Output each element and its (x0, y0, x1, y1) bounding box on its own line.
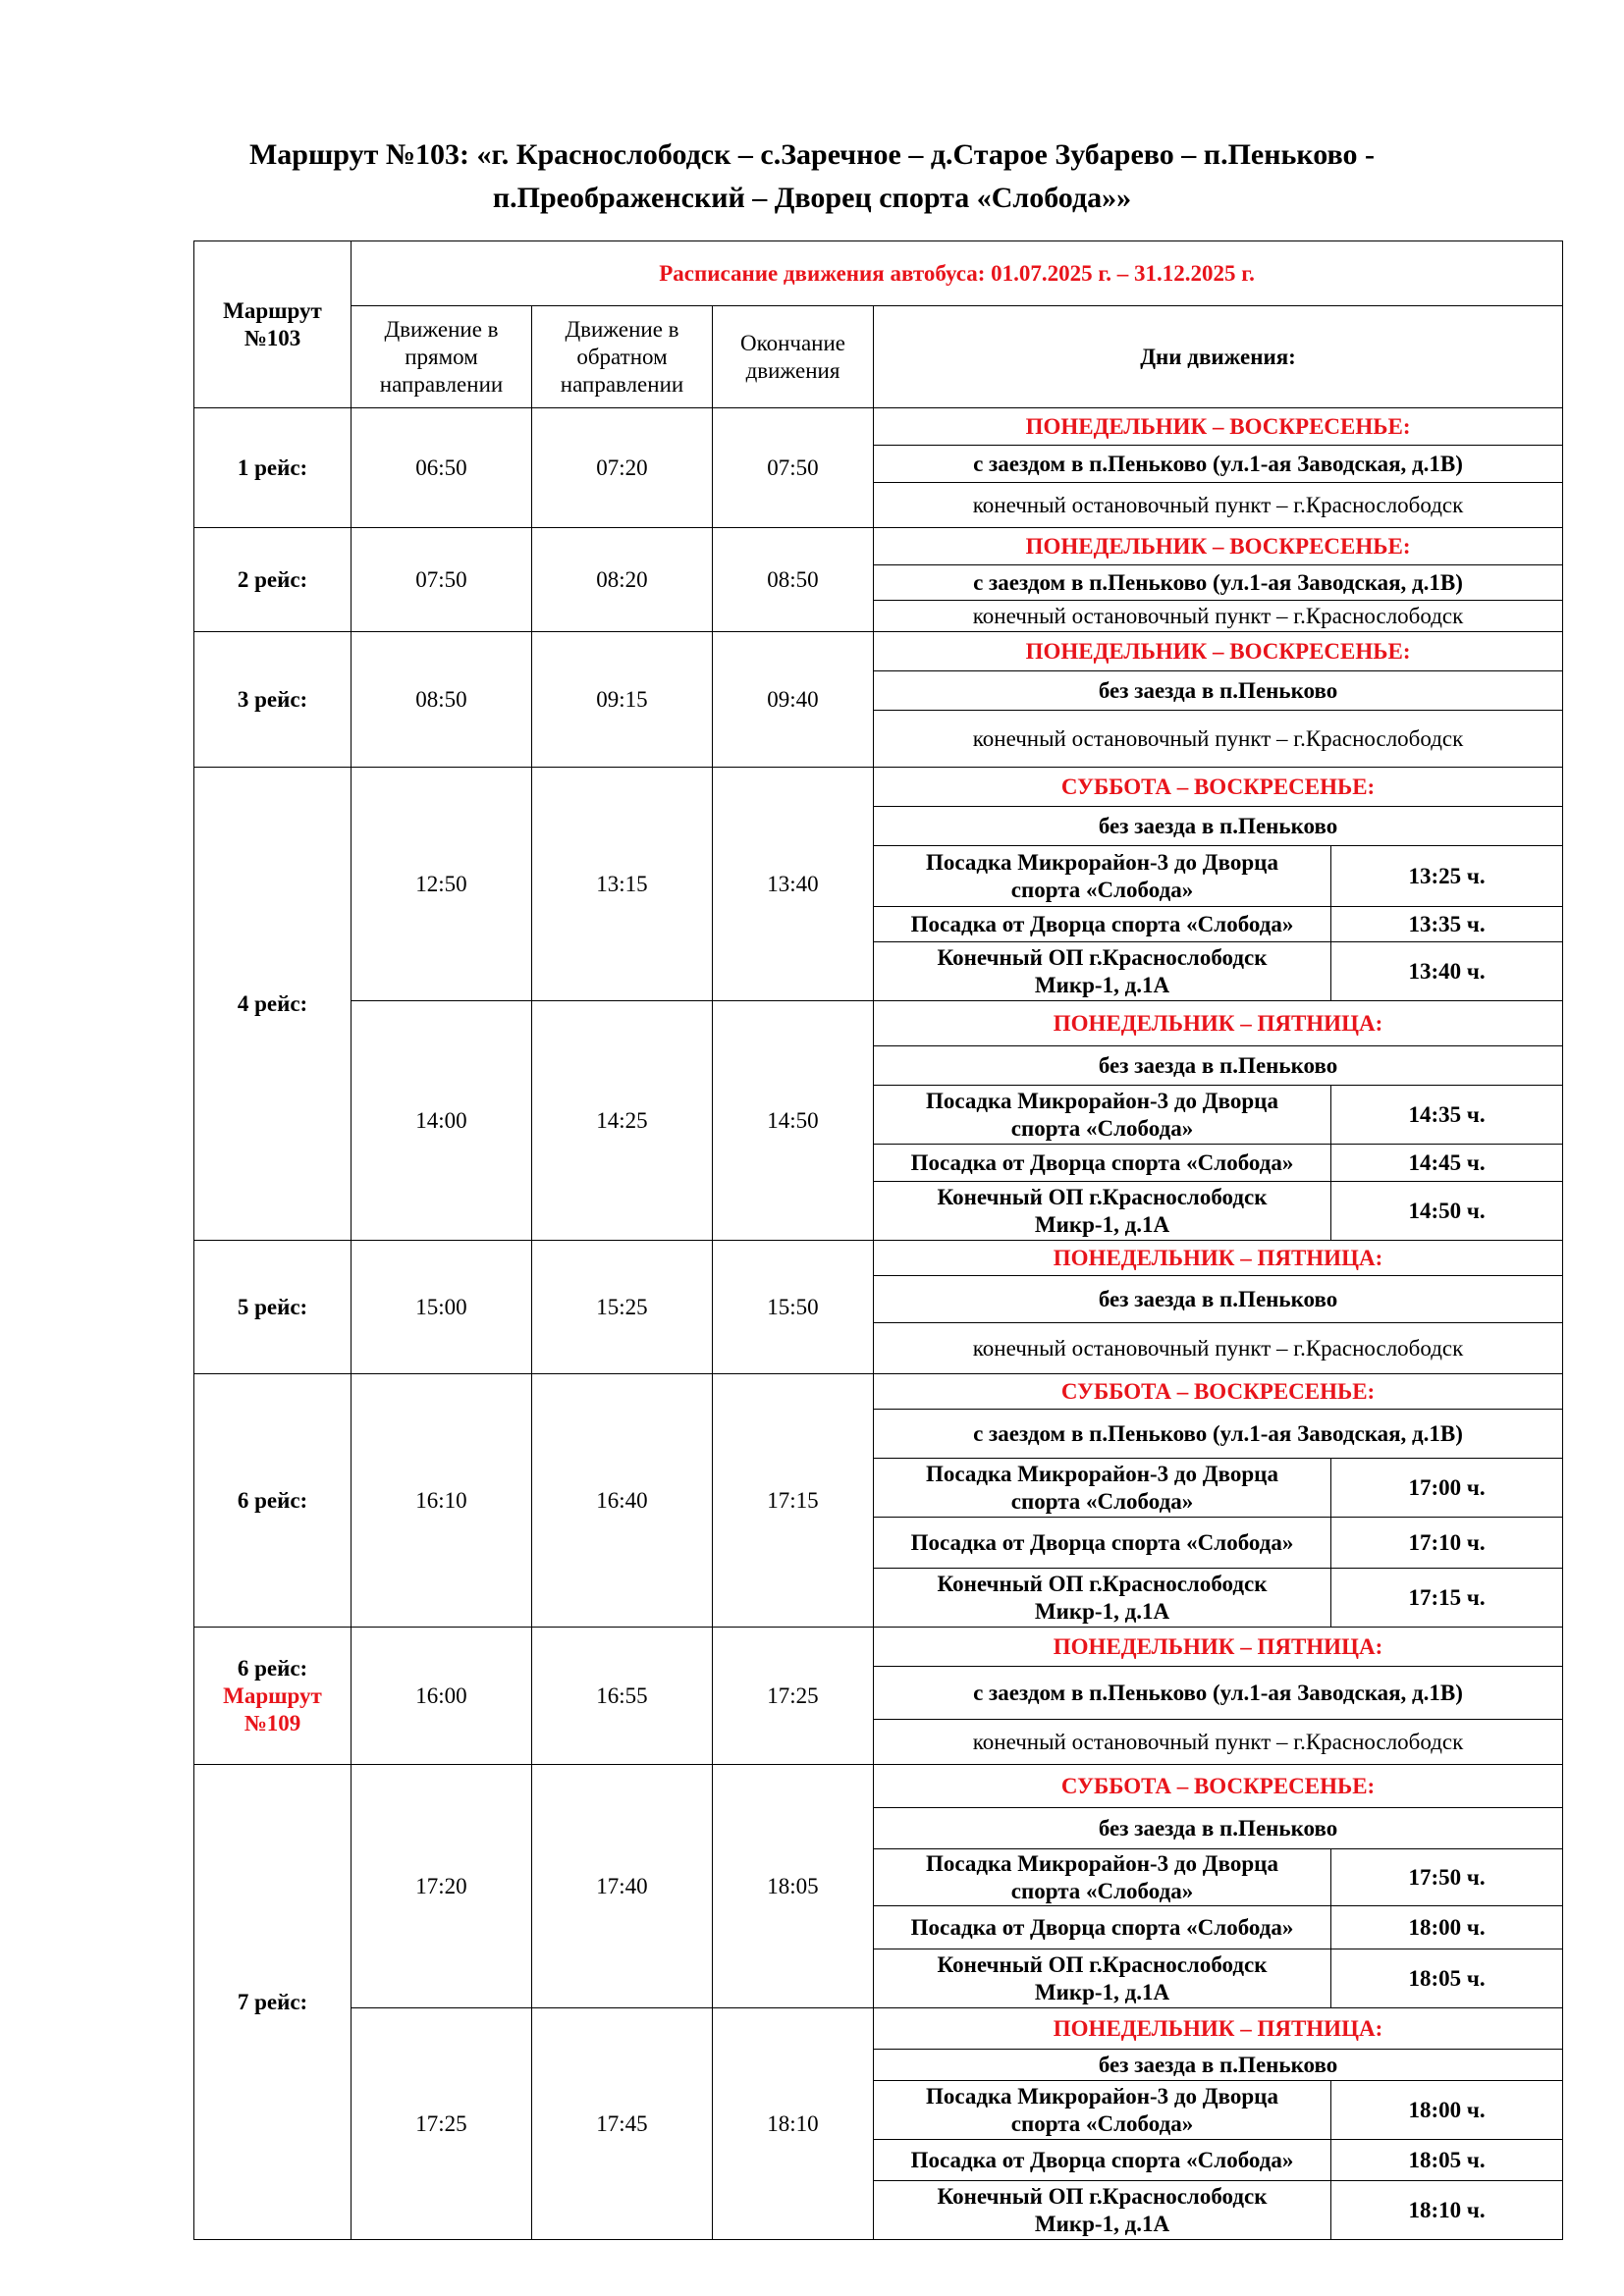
trip-4b-stop-3-line-2: Микр-1, д.1А (1034, 1211, 1170, 1237)
trip-3-end: 09:40 (713, 632, 874, 768)
trip-4a-row (194, 768, 1563, 807)
trip-6b-backward: 16:55 (532, 1628, 713, 1765)
trip-1-note-1: с заездом в п.Пеньково (ул.1-ая Заводская, д.1В) (874, 446, 1563, 483)
trip-7a-end: 18:05 (713, 1765, 874, 2008)
trip-4a-stop-3-time: 13:40 ч. (1331, 942, 1563, 1001)
trip-7b-stop-1-line-1: Посадка Микрорайон-3 до Дворца (926, 2083, 1278, 2109)
trip-4b-row (194, 1001, 1563, 1046)
trip-6-stop-3-line-1: Конечный ОП г.Краснослободск (937, 1571, 1268, 1596)
trip-6-row (194, 1374, 1563, 1410)
trip-4b-stop-3-line-1: Конечный ОП г.Краснослободск (937, 1184, 1268, 1209)
trip-4a-stop-2-time: 13:35 ч. (1331, 907, 1563, 942)
trip-6-stop-2: Посадка от Дворца спорта «Слобода» (874, 1518, 1331, 1569)
backward-header (532, 306, 713, 408)
trip-1-end: 07:50 (713, 408, 874, 528)
trip-4a-stop-1-line-1: Посадка Микрорайон-3 до Дворца (926, 849, 1278, 875)
trip-5-days: ПОНЕДЕЛЬНИК – ПЯТНИЦА: (874, 1241, 1563, 1276)
trip-4a-stop-1-line-2: спорта «Слобода» (1010, 877, 1194, 902)
trip-3-row (194, 632, 1563, 671)
trip-5-note-1: без заезда в п.Пеньково (874, 1276, 1563, 1323)
trip-4b-stop-2: Посадка от Дворца спорта «Слобода» (874, 1145, 1331, 1182)
trip-7a-backward: 17:40 (532, 1765, 713, 2008)
trip-4a-stop-3 (874, 942, 1331, 1001)
trip-1-backward: 07:20 (532, 408, 713, 528)
backward-header-l2: обратном (576, 344, 668, 369)
trip-6-days: СУББОТА – ВОСКРЕСЕНЬЕ: (874, 1374, 1563, 1410)
trip-6b-label: 6 рейс: (237, 1655, 308, 1681)
trip-6b-route-line-1: Маршрут (223, 1682, 322, 1708)
trip-7b-stop-3-line-1: Конечный ОП г.Краснослободск (937, 2183, 1268, 2209)
trip-7a-stop-1 (874, 1849, 1331, 1906)
trip-4b-end: 14:50 (713, 1001, 874, 1241)
trip-6-stop-1-time: 17:00 ч. (1331, 1459, 1563, 1518)
trip-7b-stop-1-time: 18:00 ч. (1331, 2081, 1563, 2140)
trip-4b-stop-1-line-1: Посадка Микрорайон-3 до Дворца (926, 1088, 1278, 1113)
trip-6b-note-2: конечный остановочный пункт – г.Краснослободск (874, 1720, 1563, 1765)
trip-7-label: 7 рейс: (194, 1765, 352, 2240)
trip-7b-backward: 17:45 (532, 2008, 713, 2240)
trip-7b-stop-3 (874, 2181, 1331, 2240)
route-header (194, 241, 352, 408)
trip-6-stop-1-line-1: Посадка Микрорайон-3 до Дворца (926, 1461, 1278, 1486)
trip-6b-note-1: с заездом в п.Пеньково (ул.1-ая Заводская, д.1В) (874, 1667, 1563, 1720)
end-header-l2: движения (745, 357, 840, 383)
trip-7b-stop-3-time: 18:10 ч. (1331, 2181, 1563, 2240)
trip-6b-label-cell (194, 1628, 352, 1765)
trip-5-end: 15:50 (713, 1241, 874, 1374)
trip-4b-stop-1-time: 14:35 ч. (1331, 1086, 1563, 1145)
trip-2-label: 2 рейс: (194, 528, 352, 632)
trip-2-note-2: конечный остановочный пункт – г.Краснослободск (874, 601, 1563, 632)
trip-7a-stop-3-line-2: Микр-1, д.1А (1034, 1979, 1170, 2004)
trip-7a-note-1: без заезда в п.Пеньково (874, 1808, 1563, 1849)
trip-3-backward: 09:15 (532, 632, 713, 768)
route-header-line-1: Маршрут (223, 297, 322, 323)
trip-6-forward: 16:10 (352, 1374, 532, 1628)
trip-6-stop-2-time: 17:10 ч. (1331, 1518, 1563, 1569)
trip-2-end: 08:50 (713, 528, 874, 632)
trip-6-end: 17:15 (713, 1374, 874, 1628)
forward-header-l2: прямом (405, 344, 478, 369)
trip-7b-note-1: без заезда в п.Пеньково (874, 2050, 1563, 2081)
trip-4a-forward: 12:50 (352, 768, 532, 1001)
trip-7b-days: ПОНЕДЕЛЬНИК – ПЯТНИЦА: (874, 2008, 1563, 2050)
trip-7a-stop-1-time: 17:50 ч. (1331, 1849, 1563, 1906)
forward-header (352, 306, 532, 408)
trip-2-row (194, 528, 1563, 565)
trip-4a-stop-3-line-2: Микр-1, д.1А (1034, 972, 1170, 997)
end-header (713, 306, 874, 408)
trip-1-forward: 06:50 (352, 408, 532, 528)
trip-7a-stop-3-line-1: Конечный ОП г.Краснослободск (937, 1951, 1268, 1977)
trip-5-forward: 15:00 (352, 1241, 532, 1374)
title-line-2: п.Преображенский – Дворец спорта «Слобода»» (492, 182, 1132, 214)
trip-7a-stop-2: Посадка от Дворца спорта «Слобода» (874, 1906, 1331, 1949)
trip-6b-route-line-2: №109 (244, 1710, 301, 1735)
trip-4b-stop-1-line-2: спорта «Слобода» (1010, 1115, 1194, 1141)
forward-header-l3: направлении (379, 371, 504, 397)
trip-4b-forward: 14:00 (352, 1001, 532, 1241)
trip-4b-stop-2-time: 14:45 ч. (1331, 1145, 1563, 1182)
trip-3-days: ПОНЕДЕЛЬНИК – ВОСКРЕСЕНЬЕ: (874, 632, 1563, 671)
trip-6-label: 6 рейс: (194, 1374, 352, 1628)
trip-7b-forward: 17:25 (352, 2008, 532, 2240)
trip-1-days: ПОНЕДЕЛЬНИК – ВОСКРЕСЕНЬЕ: (874, 408, 1563, 446)
trip-1-row (194, 408, 1563, 446)
trip-7a-stop-3 (874, 1949, 1331, 2008)
trip-4a-stop-1 (874, 846, 1331, 907)
trip-4a-stop-1-time: 13:25 ч. (1331, 846, 1563, 907)
trip-5-note-2: конечный остановочный пункт – г.Краснослободск (874, 1323, 1563, 1374)
trip-7a-stop-3-time: 18:05 ч. (1331, 1949, 1563, 2008)
trip-7a-row (194, 1765, 1563, 1808)
trip-6b-row (194, 1628, 1563, 1667)
trip-6b-days: ПОНЕДЕЛЬНИК – ПЯТНИЦА: (874, 1628, 1563, 1667)
schedule-table (193, 240, 1563, 2240)
trip-6-stop-1-line-2: спорта «Слобода» (1010, 1488, 1194, 1514)
title-line-1: Маршрут №103: «г. Краснослободск – с.Заречное – д.Старое Зубарево – п.Пеньково - (248, 138, 1376, 171)
trip-6-stop-3-time: 17:15 ч. (1331, 1569, 1563, 1628)
trip-3-forward: 08:50 (352, 632, 532, 768)
trip-7b-stop-2-time: 18:05 ч. (1331, 2140, 1563, 2181)
trip-3-label: 3 рейс: (194, 632, 352, 768)
trip-6b-end: 17:25 (713, 1628, 874, 1765)
trip-6-stop-3-line-2: Микр-1, д.1А (1034, 1598, 1170, 1624)
trip-4b-stop-1 (874, 1086, 1331, 1145)
trip-6-stop-3 (874, 1569, 1331, 1628)
trip-4a-stop-3-line-1: Конечный ОП г.Краснослободск (937, 944, 1268, 970)
trip-4-label: 4 рейс: (194, 768, 352, 1241)
trip-7a-stop-1-line-1: Посадка Микрорайон-3 до Дворца (926, 1850, 1278, 1876)
schedule-title: Расписание движения автобуса: 01.07.2025 г. – 31.12.2025 г. (352, 241, 1563, 306)
trip-7a-stop-2-time: 18:00 ч. (1331, 1906, 1563, 1949)
forward-header-l1: Движение в (384, 316, 499, 342)
header-row-2 (194, 306, 1563, 408)
trip-5-label: 5 рейс: (194, 1241, 352, 1374)
trip-2-backward: 08:20 (532, 528, 713, 632)
trip-4a-days: СУББОТА – ВОСКРЕСЕНЬЕ: (874, 768, 1563, 807)
trip-4b-note-1: без заезда в п.Пеньково (874, 1046, 1563, 1086)
trip-4b-stop-3 (874, 1182, 1331, 1241)
trip-4a-note-1: без заезда в п.Пеньково (874, 807, 1563, 846)
trip-7a-days: СУББОТА – ВОСКРЕСЕНЬЕ: (874, 1765, 1563, 1808)
trip-4b-days: ПОНЕДЕЛЬНИК – ПЯТНИЦА: (874, 1001, 1563, 1046)
trip-1-label: 1 рейс: (194, 408, 352, 528)
trip-7b-row (194, 2008, 1563, 2050)
trip-7b-stop-3-line-2: Микр-1, д.1А (1034, 2211, 1170, 2236)
trip-6-stop-1 (874, 1459, 1331, 1518)
trip-7b-stop-2: Посадка от Дворца спорта «Слобода» (874, 2140, 1331, 2181)
header-row-1 (194, 241, 1563, 306)
trip-4a-backward: 13:15 (532, 768, 713, 1001)
trip-6-note-1: с заездом в п.Пеньково (ул.1-ая Заводская, д.1В) (874, 1410, 1563, 1459)
trip-7a-forward: 17:20 (352, 1765, 532, 2008)
trip-7a-stop-1-line-2: спорта «Слобода» (1010, 1878, 1194, 1903)
page-title (0, 133, 1624, 220)
trip-4b-stop-3-time: 14:50 ч. (1331, 1182, 1563, 1241)
trip-2-forward: 07:50 (352, 528, 532, 632)
route-header-line-2: №103 (244, 325, 301, 350)
trip-3-note-1: без заезда в п.Пеньково (874, 671, 1563, 711)
trip-7b-stop-1-line-2: спорта «Слобода» (1010, 2110, 1194, 2136)
trip-4a-stop-2: Посадка от Дворца спорта «Слобода» (874, 907, 1331, 942)
backward-header-l1: Движение в (565, 316, 679, 342)
trip-4a-end: 13:40 (713, 768, 874, 1001)
days-header: Дни движения: (874, 306, 1563, 408)
trip-3-note-2: конечный остановочный пункт – г.Краснослободск (874, 711, 1563, 768)
trip-2-days: ПОНЕДЕЛЬНИК – ВОСКРЕСЕНЬЕ: (874, 528, 1563, 565)
trip-1-note-2: конечный остановочный пункт – г.Краснослободск (874, 483, 1563, 528)
trip-6b-forward: 16:00 (352, 1628, 532, 1765)
trip-4b-backward: 14:25 (532, 1001, 713, 1241)
trip-2-note-1: с заездом в п.Пеньково (ул.1-ая Заводская, д.1В) (874, 565, 1563, 601)
trip-7b-end: 18:10 (713, 2008, 874, 2240)
backward-header-l3: направлении (560, 371, 684, 397)
trip-6-backward: 16:40 (532, 1374, 713, 1628)
trip-7b-stop-1 (874, 2081, 1331, 2140)
end-header-l1: Окончание (739, 330, 846, 355)
trip-5-row (194, 1241, 1563, 1276)
trip-5-backward: 15:25 (532, 1241, 713, 1374)
